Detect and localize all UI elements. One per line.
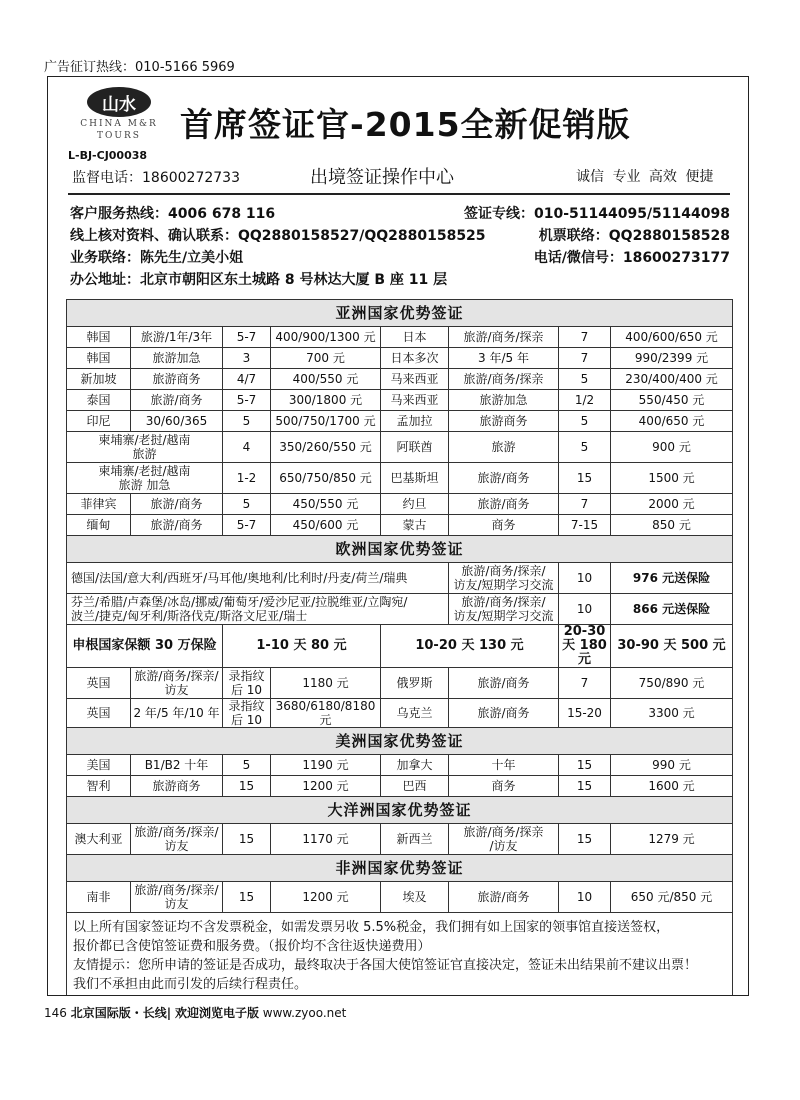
table-cell: 旅游/商务/探亲/ 访友 bbox=[131, 824, 223, 855]
logo bbox=[64, 87, 174, 141]
table-cell: 旅游/商务 bbox=[449, 463, 559, 494]
table-cell: 旅游商务 bbox=[449, 411, 559, 432]
section-header-row bbox=[67, 855, 733, 882]
table-row bbox=[67, 594, 733, 625]
license-number: L-BJ-CJ00038 bbox=[68, 149, 148, 162]
section-header-row bbox=[67, 536, 733, 563]
table-cell: 7 bbox=[559, 348, 611, 369]
table-cell: 7 bbox=[559, 494, 611, 515]
subtitle: 出境签证操作中心 bbox=[310, 167, 454, 188]
table-cell: 申根国家保额 30 万保险 bbox=[67, 625, 223, 668]
table-cell: 10-20 天 130 元 bbox=[381, 625, 559, 668]
table-cell: 旅游/1年/3年 bbox=[131, 327, 223, 348]
table-cell: 缅甸 bbox=[67, 515, 131, 536]
table-cell: 柬埔寨/老挝/越南 旅游 bbox=[67, 432, 223, 463]
ad-hotline: 广告征订热线：010-5166 5969 bbox=[44, 60, 235, 75]
table-cell: 旅游加急 bbox=[449, 390, 559, 411]
schengen-insurance-row bbox=[67, 625, 733, 668]
table-cell: 加拿大 bbox=[381, 755, 449, 776]
table-cell: 990 元 bbox=[611, 755, 733, 776]
table-cell: 1200 元 bbox=[271, 776, 381, 797]
table-cell: 400/550 元 bbox=[271, 369, 381, 390]
table-cell: 巴基斯坦 bbox=[381, 463, 449, 494]
note-line1: 以上所有国家签证均不含发票税金，如需发票另收 5.5%税金，我们拥有如上国家的领事馆直接送签权， bbox=[73, 920, 670, 935]
table-cell: 15 bbox=[223, 824, 271, 855]
table-cell: 旅游/商务 bbox=[131, 494, 223, 515]
table-cell: 约旦 bbox=[381, 494, 449, 515]
table-cell: 2 年/5 年/10 年 bbox=[131, 699, 223, 728]
table-cell: 马来西亚 bbox=[381, 390, 449, 411]
table-cell: 泰国 bbox=[67, 390, 131, 411]
table-cell: 700 元 bbox=[271, 348, 381, 369]
table-cell: 十年 bbox=[449, 755, 559, 776]
table-cell: 1170 元 bbox=[271, 824, 381, 855]
table-row bbox=[67, 369, 733, 390]
business-contact: 业务联络：陈先生/立美小姐 bbox=[70, 250, 244, 266]
table-cell: 旅游/商务 bbox=[449, 882, 559, 913]
visa-ad-card bbox=[47, 76, 749, 996]
section-title: 非洲国家优势签证 bbox=[67, 855, 733, 882]
table-cell: 旅游/商务 bbox=[449, 699, 559, 728]
table-cell: 400/650 元 bbox=[611, 411, 733, 432]
page-footer bbox=[44, 1004, 346, 1021]
table-cell: 750/890 元 bbox=[611, 668, 733, 699]
table-cell: 7-15 bbox=[559, 515, 611, 536]
table-cell: 1600 元 bbox=[611, 776, 733, 797]
table-cell: 新西兰 bbox=[381, 824, 449, 855]
slogan: 诚信 专业 高效 便捷 bbox=[576, 169, 714, 185]
table-row bbox=[67, 699, 733, 728]
table-cell: 1279 元 bbox=[611, 824, 733, 855]
table-row bbox=[67, 668, 733, 699]
table-cell: 商务 bbox=[449, 515, 559, 536]
table-cell: 650 元/850 元 bbox=[611, 882, 733, 913]
office-address: 办公地址：北京市朝阳区东土城路 8 号林达大厦 B 座 11 层 bbox=[70, 272, 448, 288]
table-cell: 巴西 bbox=[381, 776, 449, 797]
table-row bbox=[67, 494, 733, 515]
table-cell: 4 bbox=[223, 432, 271, 463]
logo-badge: 山水 bbox=[87, 87, 151, 117]
table-cell: 1200 元 bbox=[271, 882, 381, 913]
table-row bbox=[67, 563, 733, 594]
section-title: 美洲国家优势签证 bbox=[67, 728, 733, 755]
table-cell: 15 bbox=[559, 463, 611, 494]
price-cell: 866 元送保险 bbox=[611, 594, 733, 625]
table-cell: 旅游/商务 bbox=[131, 390, 223, 411]
table-cell: 菲律宾 bbox=[67, 494, 131, 515]
table-cell: 5 bbox=[559, 432, 611, 463]
page-number: 146 bbox=[44, 1006, 67, 1020]
table-cell: 15 bbox=[223, 776, 271, 797]
table-row bbox=[67, 515, 733, 536]
table-cell: 印尼 bbox=[67, 411, 131, 432]
table-cell: 日本多次 bbox=[381, 348, 449, 369]
table-cell: 450/550 元 bbox=[271, 494, 381, 515]
table-cell: 7 bbox=[559, 668, 611, 699]
table-cell: 1-10 天 80 元 bbox=[223, 625, 381, 668]
table-row bbox=[67, 348, 733, 369]
qq-contact: 线上核对资料、确认联系：QQ2880158527/QQ2880158525 bbox=[70, 228, 486, 244]
table-cell: 1190 元 bbox=[271, 755, 381, 776]
table-cell: 马来西亚 bbox=[381, 369, 449, 390]
table-cell: 2000 元 bbox=[611, 494, 733, 515]
logo-text-en2: TOURS bbox=[97, 131, 141, 141]
table-cell: 旅游/商务/探亲 /访友 bbox=[449, 824, 559, 855]
table-cell: 新加坡 bbox=[67, 369, 131, 390]
table-cell: 1180 元 bbox=[271, 668, 381, 699]
table-cell: 400/600/650 元 bbox=[611, 327, 733, 348]
table-cell: 旅游商务 bbox=[131, 776, 223, 797]
table-row bbox=[67, 776, 733, 797]
table-row bbox=[67, 411, 733, 432]
table-cell: 南非 bbox=[67, 882, 131, 913]
table-row bbox=[67, 327, 733, 348]
table-cell: 900 元 bbox=[611, 432, 733, 463]
note-line2: 报价都已含使馆签证费和服务费。（报价均不含往返快递费用） bbox=[73, 939, 431, 954]
section-header-row bbox=[67, 728, 733, 755]
divider bbox=[68, 193, 730, 195]
table-cell: 20-30 天 180 元 bbox=[559, 625, 611, 668]
table-cell: 旅游/商务/探亲/ 访友/短期学习交流 bbox=[449, 563, 559, 594]
section-header-row bbox=[67, 797, 733, 824]
table-cell: 400/900/1300 元 bbox=[271, 327, 381, 348]
table-cell: 15 bbox=[559, 824, 611, 855]
phone-wechat: 电话/微信号：18600273177 bbox=[533, 250, 730, 266]
table-cell: 550/450 元 bbox=[611, 390, 733, 411]
table-cell: 15 bbox=[559, 776, 611, 797]
table-cell: 15 bbox=[559, 755, 611, 776]
table-cell: 埃及 bbox=[381, 882, 449, 913]
table-cell: 日本 bbox=[381, 327, 449, 348]
table-cell: 1500 元 bbox=[611, 463, 733, 494]
table-cell: 5-7 bbox=[223, 327, 271, 348]
table-cell: 旅游/商务 bbox=[449, 668, 559, 699]
table-cell: 5-7 bbox=[223, 390, 271, 411]
ticket-contact: 机票联络：QQ2880158528 bbox=[538, 228, 730, 244]
table-cell: 450/600 元 bbox=[271, 515, 381, 536]
table-cell: 300/1800 元 bbox=[271, 390, 381, 411]
table-cell: 录指纹后 10 bbox=[223, 668, 271, 699]
table-cell: 孟加拉 bbox=[381, 411, 449, 432]
table-cell: 15 bbox=[223, 882, 271, 913]
table-cell: 990/2399 元 bbox=[611, 348, 733, 369]
table-row bbox=[67, 824, 733, 855]
country-group: 德国/法国/意大利/西班牙/马耳他/奥地利/比利时/丹麦/荷兰/瑞典 bbox=[67, 563, 449, 594]
table-row bbox=[67, 882, 733, 913]
table-cell: 录指纹后 10 bbox=[223, 699, 271, 728]
table-cell: 1/2 bbox=[559, 390, 611, 411]
table-cell: B1/B2 十年 bbox=[131, 755, 223, 776]
supervise-phone: 监督电话：18600272733 bbox=[72, 170, 240, 186]
table-cell: 蒙古 bbox=[381, 515, 449, 536]
table-row bbox=[67, 390, 733, 411]
table-cell: 旅游/商务/探亲 bbox=[449, 369, 559, 390]
table-row bbox=[67, 463, 733, 494]
table-row bbox=[67, 432, 733, 463]
table-cell: 柬埔寨/老挝/越南 旅游 加急 bbox=[67, 463, 223, 494]
table-cell: 旅游/商务/探亲 bbox=[449, 327, 559, 348]
section-title: 亚洲国家优势签证 bbox=[67, 300, 733, 327]
table-cell: 15-20 bbox=[559, 699, 611, 728]
table-cell: 10 bbox=[559, 594, 611, 625]
table-cell: 澳大利亚 bbox=[67, 824, 131, 855]
note-line3: 友情提示：您所申请的签证是否成功，最终取决于各国大使馆签证官直接决定，签证未出结果前不建议出票！ bbox=[73, 958, 698, 973]
table-cell: 美国 bbox=[67, 755, 131, 776]
table-cell: 旅游/商务/探亲/ 访友 bbox=[131, 668, 223, 699]
service-hotline: 客户服务热线：4006 678 116 bbox=[70, 206, 276, 222]
section-title: 欧洲国家优势签证 bbox=[67, 536, 733, 563]
table-cell: 30-90 天 500 元 bbox=[611, 625, 733, 668]
table-cell: 智利 bbox=[67, 776, 131, 797]
country-group: 芬兰/希腊/卢森堡/冰岛/挪威/葡萄牙/爱沙尼亚/拉脱维亚/立陶宛/ 波兰/捷克/匈牙利/斯洛伐克/斯洛文尼亚/瑞士 bbox=[67, 594, 449, 625]
table-cell: 旅游/商务/探亲/ 访友 bbox=[131, 882, 223, 913]
table-cell: 旅游加急 bbox=[131, 348, 223, 369]
table-cell: 850 元 bbox=[611, 515, 733, 536]
table-cell: 3680/6180/8180 元 bbox=[271, 699, 381, 728]
table-cell: 俄罗斯 bbox=[381, 668, 449, 699]
table-cell: 4/7 bbox=[223, 369, 271, 390]
table-cell: 韩国 bbox=[67, 327, 131, 348]
table-cell: 5-7 bbox=[223, 515, 271, 536]
table-cell: 500/750/1700 元 bbox=[271, 411, 381, 432]
page-title: 首席签证官-2015全新促销版 bbox=[180, 105, 631, 144]
table-cell: 5 bbox=[223, 755, 271, 776]
table-cell: 7 bbox=[559, 327, 611, 348]
visa-line: 签证专线：010-51144095/51144098 bbox=[463, 206, 730, 222]
price-cell: 976 元送保险 bbox=[611, 563, 733, 594]
table-cell: 1-2 bbox=[223, 463, 271, 494]
table-cell: 5 bbox=[223, 411, 271, 432]
table-cell: 旅游/商务 bbox=[449, 494, 559, 515]
section-header-row bbox=[67, 300, 733, 327]
table-cell: 10 bbox=[559, 563, 611, 594]
edition: 北京国际版・长线| bbox=[70, 1006, 172, 1020]
table-cell: 5 bbox=[559, 411, 611, 432]
table-cell: 旅游/商务 bbox=[131, 515, 223, 536]
table-cell: 5 bbox=[223, 494, 271, 515]
visa-price-table bbox=[66, 299, 733, 996]
table-cell: 10 bbox=[559, 882, 611, 913]
table-cell: 3300 元 bbox=[611, 699, 733, 728]
table-cell: 3 年/5 年 bbox=[449, 348, 559, 369]
notes-row bbox=[67, 913, 733, 997]
table-cell: 5 bbox=[559, 369, 611, 390]
table-cell: 英国 bbox=[67, 668, 131, 699]
logo-text-en1: CHINA M&R bbox=[80, 119, 158, 129]
section-title: 大洋洲国家优势签证 bbox=[67, 797, 733, 824]
table-cell: 旅游/商务/探亲/ 访友/短期学习交流 bbox=[449, 594, 559, 625]
table-cell: 230/400/400 元 bbox=[611, 369, 733, 390]
table-cell: 旅游 bbox=[449, 432, 559, 463]
table-cell: 650/750/850 元 bbox=[271, 463, 381, 494]
website-link[interactable]: www.zyoo.net bbox=[262, 1006, 347, 1020]
table-cell: 商务 bbox=[449, 776, 559, 797]
table-cell: 350/260/550 元 bbox=[271, 432, 381, 463]
notes bbox=[67, 913, 733, 997]
note-line4: 我们不承担由此而引发的后续行程责任。 bbox=[73, 977, 308, 992]
welcome-text: 欢迎浏览电子版 bbox=[174, 1006, 259, 1020]
table-cell: 旅游商务 bbox=[131, 369, 223, 390]
table-cell: 阿联酋 bbox=[381, 432, 449, 463]
table-cell: 乌克兰 bbox=[381, 699, 449, 728]
table-cell: 3 bbox=[223, 348, 271, 369]
table-cell: 英国 bbox=[67, 699, 131, 728]
table-row bbox=[67, 755, 733, 776]
table-cell: 30/60/365 bbox=[131, 411, 223, 432]
table-cell: 韩国 bbox=[67, 348, 131, 369]
